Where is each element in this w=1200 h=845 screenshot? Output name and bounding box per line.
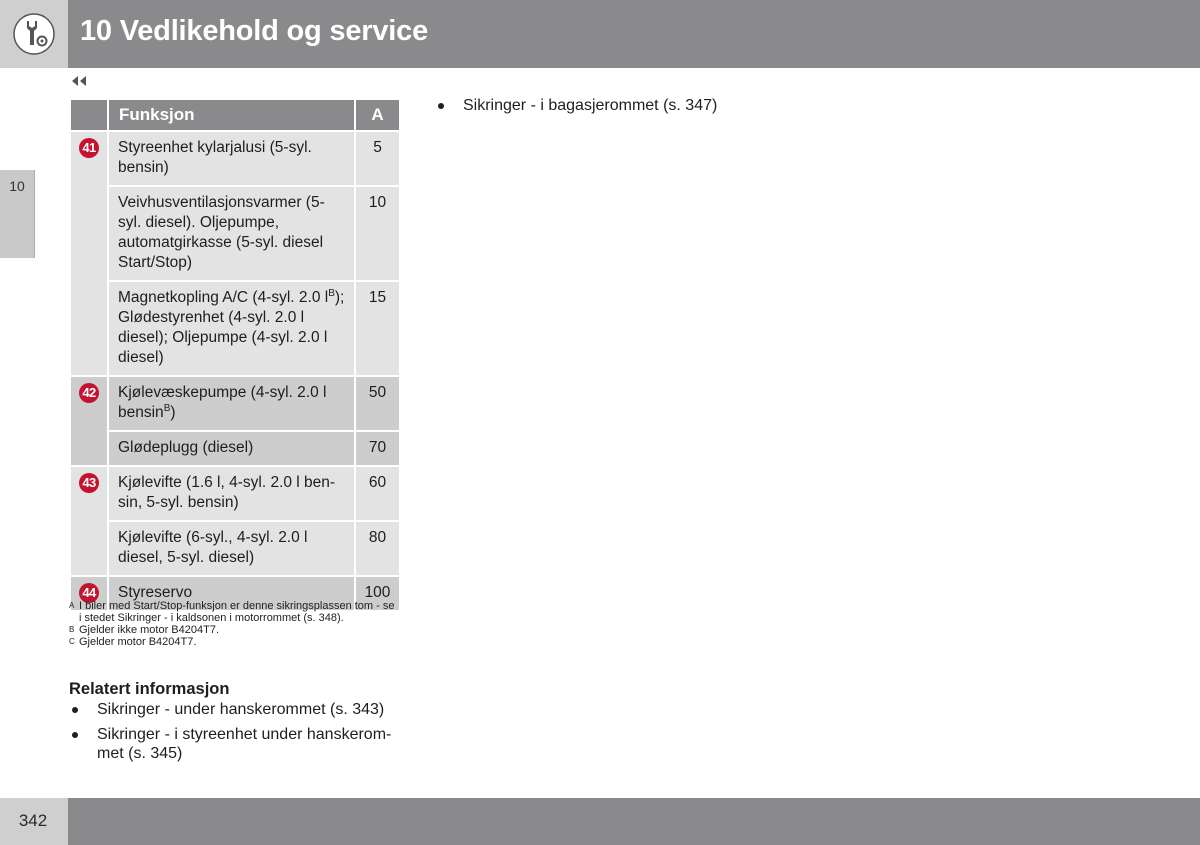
function-cell xyxy=(108,281,355,376)
header-icon-box xyxy=(0,0,68,68)
amp-cell: 70 xyxy=(355,431,400,466)
footnote xyxy=(69,600,399,624)
fuse-number-badge: 43 xyxy=(79,473,99,493)
table-row xyxy=(70,186,400,281)
fuse-number-badge: 42 xyxy=(79,383,99,403)
amp-cell: 60 xyxy=(355,466,400,521)
footnote xyxy=(69,624,399,636)
table-row xyxy=(70,281,400,376)
table-row xyxy=(70,131,400,186)
related-link[interactable] xyxy=(69,700,401,719)
related-info-list xyxy=(69,700,401,769)
function-text: ) xyxy=(170,404,176,421)
function-text: Magnetkopling A/C (4-syl. 2.0 l xyxy=(118,289,329,306)
function-cell xyxy=(108,376,355,431)
header-amp: A xyxy=(355,99,400,131)
table-header-row xyxy=(70,99,400,131)
continued-arrows-icon xyxy=(70,74,88,88)
function-cell: Styreservo xyxy=(108,576,355,611)
header-number-cell xyxy=(70,99,108,131)
table-row xyxy=(70,376,400,431)
bullet-icon xyxy=(438,103,444,109)
fuse-number-cell xyxy=(70,131,108,376)
footnote-ref: B xyxy=(328,287,335,299)
footnote-mark: C xyxy=(69,637,75,646)
amp-cell: 50 xyxy=(355,376,400,431)
function-text: Kjølevæskepumpe (4-syl. 2.0 l bensin xyxy=(118,384,327,421)
bullet-icon xyxy=(72,707,78,713)
fuse-table xyxy=(69,98,401,612)
footnote-text: Gjelder ikke motor B4204T7. xyxy=(79,624,220,636)
chapter-tab xyxy=(0,170,35,258)
page-title: 10 Vedlikehold og service xyxy=(80,15,428,47)
fuse-number-badge: 41 xyxy=(79,138,99,158)
function-cell: Kjølevifte (1.6 l, 4-syl. 2.0 l ben-sin, 5-syl. bensin) xyxy=(108,466,355,521)
wrench-gear-icon xyxy=(13,13,55,55)
function-cell: Styreenhet kylarjalusi (5-syl. bensin) xyxy=(108,131,355,186)
function-cell: Glødeplugg (diesel) xyxy=(108,431,355,466)
page-number: 342 xyxy=(18,811,48,830)
function-cell: Veivhusventilasjonsvarmer (5-syl. diesel). Oljepumpe, automatgirkasse (5-syl. diesel Start/Stop) xyxy=(108,186,355,281)
amp-cell: 10 xyxy=(355,186,400,281)
table-row xyxy=(70,431,400,466)
related-link[interactable] xyxy=(69,725,401,763)
amp-cell: 5 xyxy=(355,131,400,186)
related-link-text: Sikringer - under hanskerommet (s. 343) xyxy=(97,701,385,718)
right-column-list xyxy=(435,96,795,121)
chapter-number: 10 xyxy=(9,178,25,194)
table-row xyxy=(70,521,400,576)
footnote-mark: B xyxy=(69,625,75,634)
amp-cell: 100 xyxy=(355,576,400,611)
function-cell: Kjølevifte (6-syl., 4-syl. 2.0 l diesel, 5-syl. diesel) xyxy=(108,521,355,576)
amp-cell: 80 xyxy=(355,521,400,576)
footnotes xyxy=(69,600,399,648)
footer-bar xyxy=(68,798,1200,845)
amp-cell: 15 xyxy=(355,281,400,376)
fuse-number-badge: 44 xyxy=(79,583,99,603)
footnote-mark: A xyxy=(69,601,75,610)
footnote-text: Gjelder motor B4204T7. xyxy=(79,636,197,648)
related-link-text: Sikringer - i bagasjerommet (s. 347) xyxy=(463,97,718,114)
related-info-heading: Relatert informasjon xyxy=(69,680,230,698)
bullet-icon xyxy=(72,732,78,738)
related-link[interactable] xyxy=(435,96,795,115)
related-link-text: Sikringer - i styreenhet under hanskerom-met (s. 345) xyxy=(97,726,392,762)
header-function: Funksjon xyxy=(108,99,355,131)
fuse-number-cell xyxy=(70,466,108,576)
function-text: ); Glødestyrenhet (4-syl. 2.0 l diesel); Oljepumpe (4-syl. 2.0 l diesel) xyxy=(118,289,345,366)
footnote-ref: B xyxy=(163,402,171,414)
footnote xyxy=(69,636,399,648)
table-row xyxy=(70,466,400,521)
fuse-number-cell xyxy=(70,376,108,466)
footnote-text: I biler med Start/Stop-funksjon er denne sikringsplassen tom - se i stedet Sikringer - i kaldsonen i motorrommet (s. 348). xyxy=(79,600,395,624)
